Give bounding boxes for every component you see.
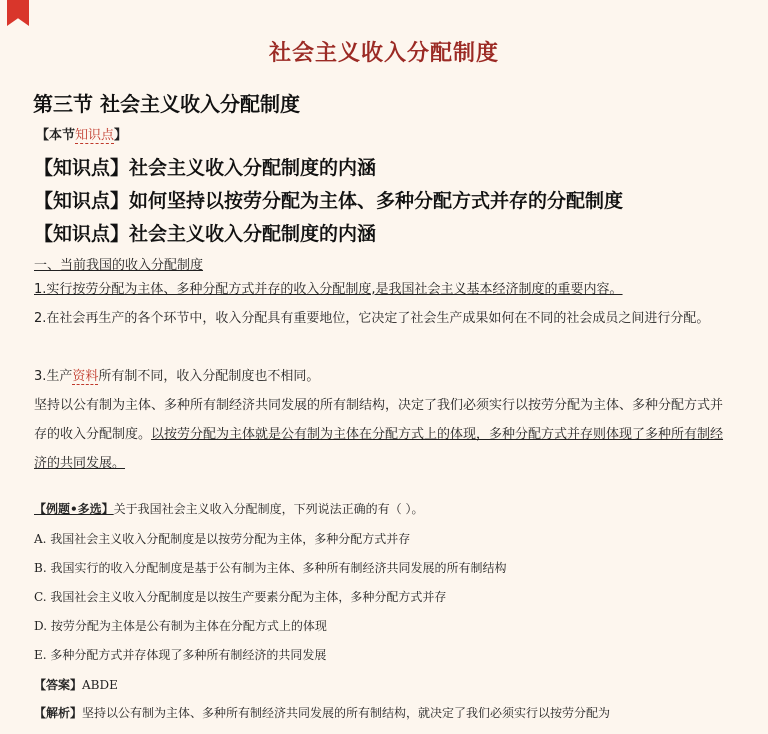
section-title: 第三节 社会主义收入分配制度 [33, 92, 300, 116]
knowledge-point-heading-3: 【知识点】社会主义收入分配制度的内涵 [34, 223, 377, 245]
knowledge-point-heading-2: 【知识点】如何坚持以按劳分配为主体、多种分配方式并存的分配制度 [34, 190, 624, 212]
answer [34, 676, 118, 693]
p4-underlined: 以按劳分配为主体就是公有制为主体在分配方式上的体现，多种分配方式并存则体现了多种所有制经济的共同发展。 [34, 427, 724, 471]
knowledge-point-heading-1: 【知识点】社会主义收入分配制度的内涵 [34, 157, 377, 179]
option-d: D. 按劳分配为主体是公有制为主体在分配方式上的体现 [34, 619, 327, 633]
option-b: B. 我国实行的收入分配制度是基于公有制为主体、多种所有制经济共同发展的所有制结构 [34, 561, 507, 575]
analysis [34, 704, 610, 721]
answer-value: ABDE [82, 678, 118, 692]
example-question [34, 500, 424, 517]
resource-link[interactable]: 资料 [72, 369, 99, 384]
bookmark-icon [7, 0, 29, 26]
option-c: C. 我国社会主义收入分配制度是以按生产要素分配为主体，多种分配方式并存 [34, 590, 447, 604]
kp-open: 【本节 [36, 128, 76, 143]
paragraph-3 [34, 362, 734, 391]
subheading: 一、当前我国的收入分配制度 [34, 258, 204, 273]
analysis-tag: 【解析】 [34, 706, 83, 720]
option-e: E. 多种分配方式并存体现了多种所有制经济的共同发展 [34, 648, 327, 662]
option-a: A. 我国社会主义收入分配制度是以按劳分配为主体，多种分配方式并存 [34, 532, 411, 546]
paragraph-2: 2.在社会再生产的各个环节中，收入分配具有重要地位，它决定了社会生产成果如何在不同的社会成员之间进行分配。 [34, 311, 710, 326]
knowledge-point-label [36, 124, 127, 143]
document-title: 社会主义收入分配制度 [268, 41, 499, 66]
paragraph-4 [34, 391, 734, 478]
example-tag: 【例题•多选】 [34, 502, 114, 516]
answer-tag: 【答案】 [34, 678, 83, 692]
p4-plain: 坚持以公有制为主体、多种所有制经济共同发展的所有制结构，决定了我们必须实行以按劳分配为主体、多种分配方式并存的收入分配制度。 [34, 398, 724, 442]
knowledge-point-link[interactable]: 知识点 [75, 128, 115, 143]
p3-pre: 3.生产 [34, 369, 73, 384]
p3-post: 所有制不同，收入分配制度也不相同。 [98, 369, 320, 384]
paragraph-1: 1.实行按劳分配为主体、多种分配方式并存的收入分配制度,是我国社会主义基本经济制度的重要内容。 [34, 282, 623, 297]
analysis-text: 坚持以公有制为主体、多种所有制经济共同发展的所有制结构，就决定了我们必须实行以按劳分配为 [82, 706, 611, 720]
kp-close: 】 [114, 128, 128, 143]
example-question-text: 关于我国社会主义收入分配制度，下列说法正确的有（ ）。 [113, 502, 424, 516]
